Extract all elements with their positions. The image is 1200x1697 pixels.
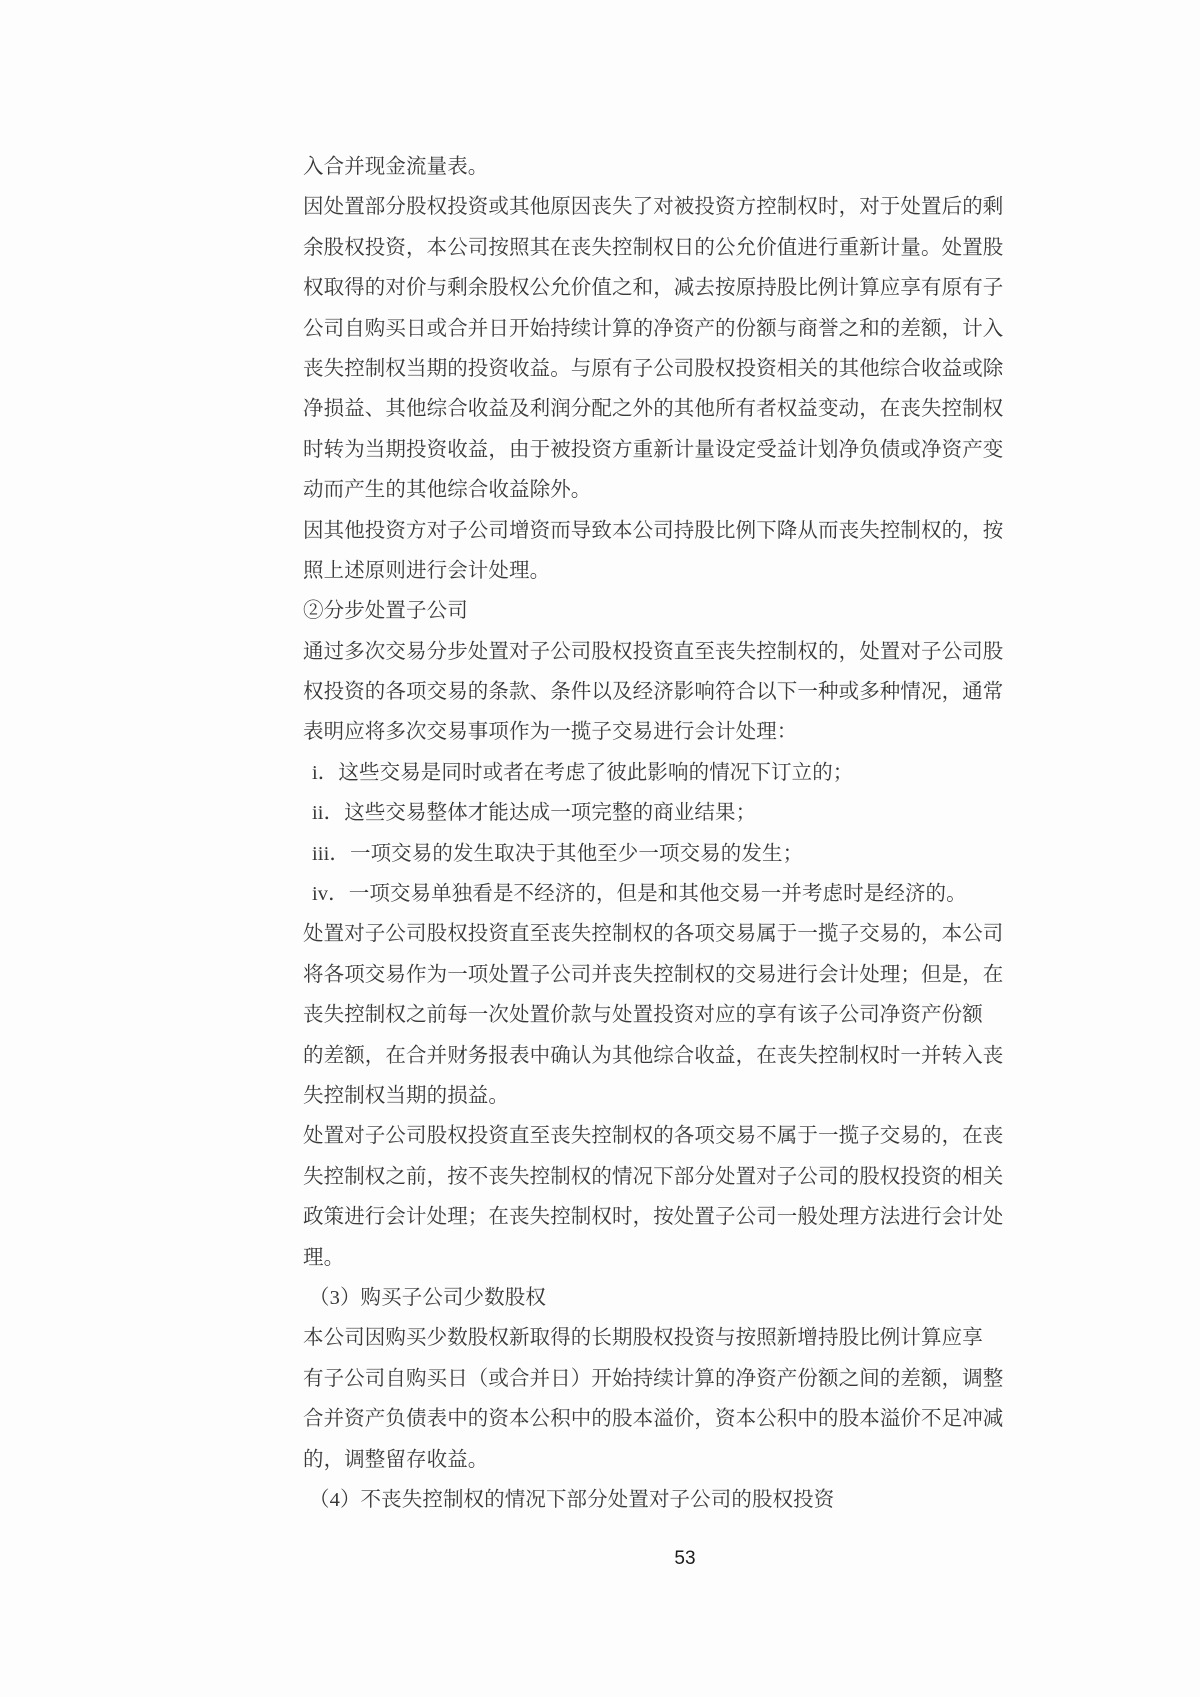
text-line: 处置对子公司股权投资直至丧失控制权的各项交易属于一揽子交易的，本公司	[303, 923, 1004, 946]
text-line: 因处置部分股权投资或其他原因丧失了对被投资方控制权时，对于处置后的剩	[303, 196, 1004, 219]
text-line: 表明应将多次交易事项作为一揽子交易进行会计处理：	[303, 721, 798, 744]
text-line: iv．一项交易单独看是不经济的，但是和其他交易一并考虑时是经济的。	[312, 883, 967, 906]
text-line: 处置对子公司股权投资直至丧失控制权的各项交易不属于一揽子交易的，在丧	[303, 1125, 1004, 1148]
text-line: 丧失控制权当期的投资收益。与原有子公司股权投资相关的其他综合收益或除	[303, 357, 1004, 380]
text-line: 权取得的对价与剩余股权公允价值之和，减去按原持股比例计算应享有原有子	[303, 277, 1004, 300]
text-line: 本公司因购买少数股权新取得的长期股权投资与按照新增持股比例计算应享	[303, 1327, 983, 1350]
text-line: 理。	[303, 1246, 345, 1269]
text-line: 失控制权之前，按不丧失控制权的情况下部分处置对子公司的股权投资的相关	[303, 1165, 1004, 1188]
text-block	[303, 147, 1003, 1520]
text-line: 入合并现金流量表。	[303, 156, 489, 178]
text-line: 政策进行会计处理；在丧失控制权时，按处置子公司一般处理方法进行会计处	[303, 1206, 1004, 1229]
text-line: 余股权投资，本公司按照其在丧失控制权日的公允价值进行重新计量。处置股	[303, 236, 1004, 259]
text-line: 丧失控制权之前每一次处置价款与处置投资对应的享有该子公司净资产份额	[303, 1004, 983, 1027]
text-line: （4）不丧失控制权的情况下部分处置对子公司的股权投资	[309, 1488, 835, 1511]
text-line: i．这些交易是同时或者在考虑了彼此影响的情况下订立的；	[312, 761, 854, 784]
text-line: 因其他投资方对子公司增资而导致本公司持股比例下降从而丧失控制权的，按	[303, 519, 1004, 542]
text-line: 将各项交易作为一项处置子公司并丧失控制权的交易进行会计处理；但是，在	[303, 963, 1004, 986]
text-line: 的，调整留存收益。	[303, 1448, 489, 1471]
text-line: （3）购买子公司少数股权	[309, 1286, 546, 1309]
text-line: 照上述原则进行会计处理。	[303, 559, 551, 582]
text-line: 失控制权当期的损益。	[303, 1084, 509, 1107]
text-line: 时转为当期投资收益，由于被投资方重新计量设定受益计划净负债或净资产变	[303, 438, 1004, 461]
page-number: 53	[674, 1548, 696, 1569]
text-line: ②分步处置子公司	[303, 600, 468, 623]
text-line: 权投资的各项交易的条款、条件以及经济影响符合以下一种或多种情况，通常	[303, 681, 1004, 704]
text-line: 的差额，在合并财务报表中确认为其他综合收益，在丧失控制权时一并转入丧	[303, 1044, 1004, 1067]
text-line: 公司自购买日或合并日开始持续计算的净资产的份额与商誉之和的差额，计入	[303, 317, 1004, 340]
text-line: 动而产生的其他综合收益除外。	[303, 479, 592, 502]
text-line: ii．这些交易整体才能达成一项完整的商业结果；	[312, 802, 757, 825]
text-line: 有子公司自购买日（或合并日）开始持续计算的净资产份额之间的差额，调整	[303, 1367, 1004, 1390]
text-line: 通过多次交易分步处置对子公司股权投资直至丧失控制权的，处置对子公司股	[303, 640, 1004, 663]
text-line: iii．一项交易的发生取决于其他至少一项交易的发生；	[312, 842, 804, 865]
text-line: 净损益、其他综合收益及利润分配之外的其他所有者权益变动，在丧失控制权	[303, 398, 1004, 421]
text-line: 合并资产负债表中的资本公积中的股本溢价，资本公积中的股本溢价不足冲减	[303, 1408, 1004, 1431]
